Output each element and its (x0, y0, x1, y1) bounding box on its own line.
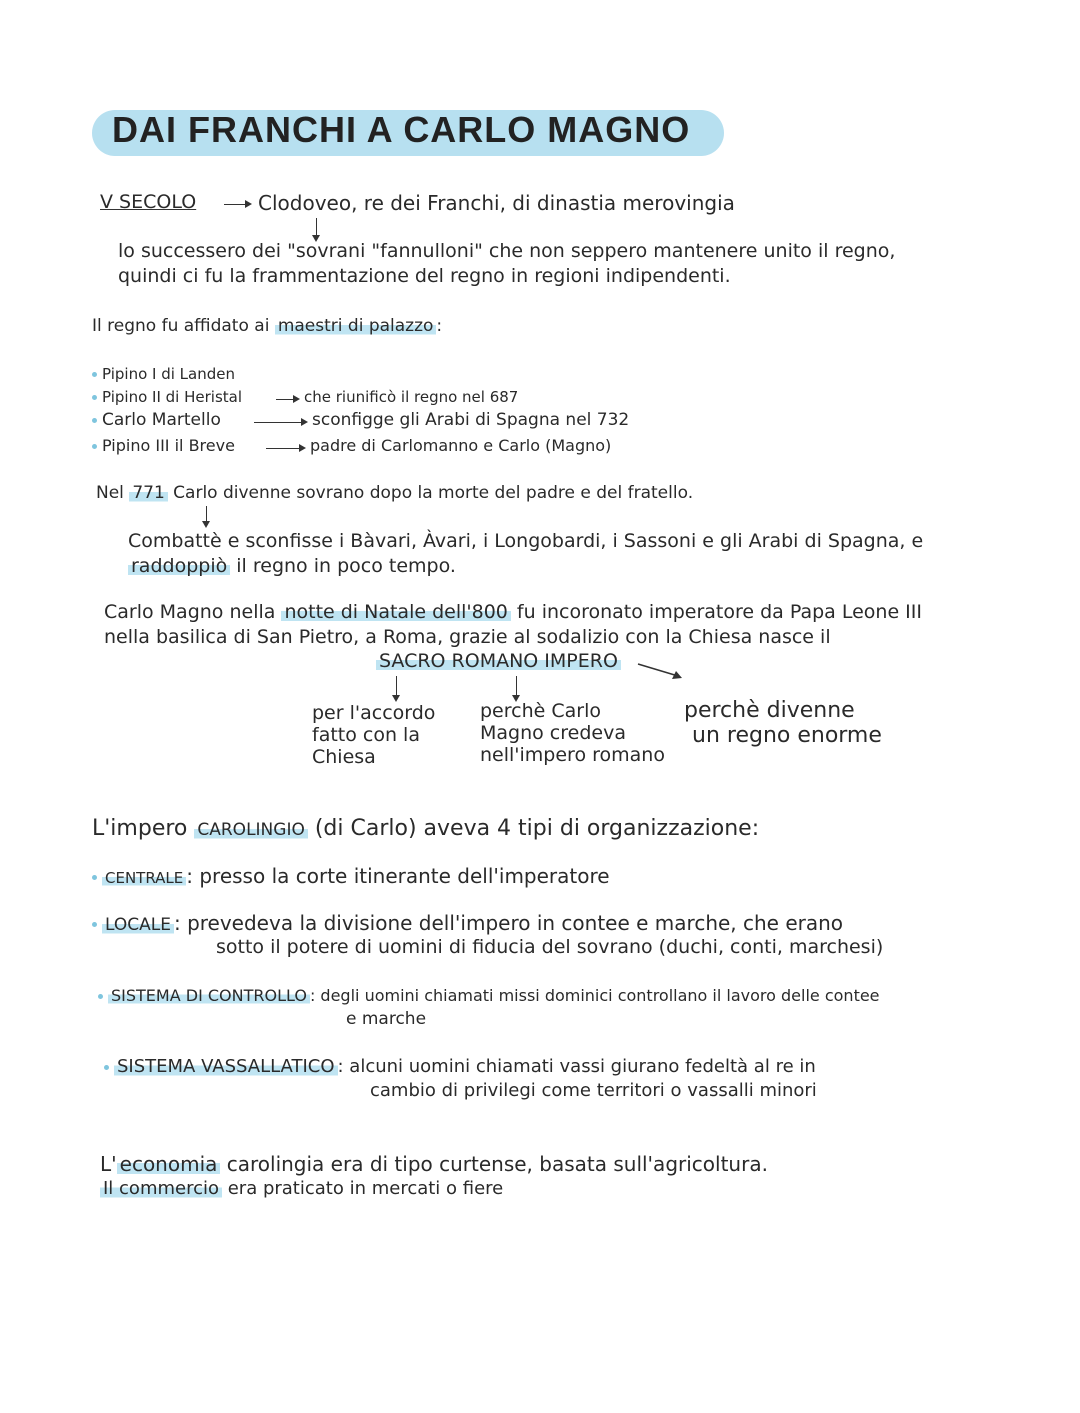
list-item (92, 438, 235, 454)
line-prefix: Nel (96, 483, 130, 503)
empire-name (376, 652, 621, 671)
item-text: : prevedeva la divisione dell'impero in contee e marche, che erano (173, 911, 844, 935)
conquests-line-2 (128, 557, 456, 576)
item-name: Pipino II di Heristal (102, 388, 242, 406)
reason-1-line-2: fatto con la (312, 724, 420, 746)
item-label: SISTEMA DI CONTROLLO (108, 986, 310, 1005)
item-text-continued: e marche (346, 1009, 427, 1029)
reason-3-line-1: perchè divenne (684, 698, 855, 723)
arrow-diagonal-icon (636, 660, 686, 682)
line-suffix: Carlo divenne sovrano dopo la morte del padre e del fratello. (167, 483, 694, 503)
line-part: carolingia era di tipo curtense, basata sull'agricoltura. (220, 1152, 768, 1176)
item-text-continued: cambio di privilegi come territori o vassalli minori (370, 1080, 817, 1101)
item-label: LOCALE (102, 915, 174, 935)
palace-masters-intro (92, 318, 442, 335)
list-item (92, 866, 610, 886)
line-part: L'impero (92, 816, 195, 841)
list-item (98, 988, 880, 1004)
intro-prefix: Il regno fu affidato ai (92, 316, 275, 336)
year-highlight: 771 (129, 483, 167, 503)
item-text: : presso la corte itinerante dell'imperatore (186, 864, 610, 888)
bullet-icon (92, 922, 97, 927)
arrow-right-icon (266, 448, 304, 449)
item-label: CENTRALE (102, 869, 186, 887)
arrow-down-icon (206, 506, 207, 526)
economy-highlight: economia (117, 1152, 221, 1176)
line-part: L' (100, 1152, 117, 1176)
line-part: fu incoronato imperatore da Papa Leone III (510, 601, 922, 623)
line-part: Carlo Magno nella (104, 601, 282, 623)
intro-highlight: maestri di palazzo (275, 316, 437, 336)
bullet-icon (104, 1065, 109, 1070)
arrow-down-icon (516, 676, 517, 700)
item-text-continued: sotto il potere di uomini di fiducia del sovrano (duchi, conti, marchesi) (216, 936, 884, 958)
page-title: DAI FRANCHI A CARLO MAGNO (112, 109, 691, 150)
reason-1-line-1: per l'accordo (312, 702, 436, 724)
reason-1-line-3: Chiesa (312, 746, 376, 768)
clodoveo-text: Clodoveo, re dei Franchi, di dinastia merovingia (258, 191, 735, 215)
empire-highlight: SACRO ROMANO IMPERO (376, 650, 621, 672)
list-item (104, 1058, 816, 1076)
reason-2-line-1: perchè Carlo (480, 700, 601, 722)
item-text: : alcuni uomini chiamati vassi giurano fedeltà al re in (337, 1056, 816, 1077)
commerce-highlight: Il commercio (100, 1178, 222, 1199)
conquests-line-1: Combattè e sconfisse i Bàvari, Àvari, i Longobardi, i Sassoni e gli Arabi di Spagna, e (128, 530, 924, 552)
bullet-icon (98, 994, 103, 999)
item-name: Carlo Martello (102, 410, 221, 430)
carolingian-highlight: CAROLINGIO (194, 820, 307, 840)
line-part: era praticato in mercati o fiere (222, 1178, 504, 1199)
century-label: V SECOLO (100, 191, 197, 213)
reason-3-line-2: un regno enorme (692, 723, 882, 748)
christmas-highlight: notte di Natale dell'800 (281, 601, 510, 623)
reason-2-line-3: nell'impero romano (480, 744, 665, 766)
item-text: : degli uomini chiamati missi dominici controllano il lavoro delle contee (309, 986, 880, 1005)
doubled-highlight: raddoppiò (128, 555, 230, 577)
item-name: Pipino I di Landen (102, 365, 235, 383)
item-name: Pipino III il Breve (102, 436, 235, 455)
carolingian-intro (92, 818, 759, 840)
line-rest: il regno in poco tempo. (230, 555, 456, 577)
list-item (92, 367, 235, 382)
economy-line-2 (100, 1180, 503, 1198)
arrow-down-icon (396, 676, 397, 700)
bullet-icon (92, 395, 97, 400)
list-item (92, 390, 242, 405)
successors-line-1: lo successero dei "sovrani "fannulloni" che non seppero mantenere unito il regno, (118, 240, 896, 262)
reign-start-line (96, 485, 693, 502)
item-detail: che riunificò il regno nel 687 (304, 388, 519, 406)
bullet-icon (92, 418, 97, 423)
bullet-icon (92, 875, 97, 880)
list-item (92, 913, 843, 934)
item-detail: padre di Carlomanno e Carlo (Magno) (310, 436, 612, 455)
reason-2-line-2: Magno credeva (480, 722, 626, 744)
intro-suffix: : (436, 316, 443, 336)
bullet-icon (92, 372, 97, 377)
arrow-down-icon (316, 218, 317, 240)
coronation-line-1 (104, 603, 922, 622)
coronation-line-2: nella basilica di San Pietro, a Roma, grazie al sodalizio con la Chiesa nasce il (104, 626, 831, 648)
arrow-right-icon (276, 399, 298, 400)
arrow-right-icon (254, 422, 306, 423)
successors-line-2: quindi ci fu la frammentazione del regno in regioni indipendenti. (118, 265, 731, 287)
bullet-icon (92, 444, 97, 449)
arrow-right-icon (224, 204, 250, 205)
item-detail: sconfigge gli Arabi di Spagna nel 732 (312, 410, 630, 430)
list-item (92, 412, 221, 429)
line-part: (di Carlo) aveva 4 tipi di organizzazione: (307, 816, 760, 841)
economy-line-1 (100, 1154, 768, 1174)
item-label: SISTEMA VASSALLATICO (114, 1056, 338, 1077)
